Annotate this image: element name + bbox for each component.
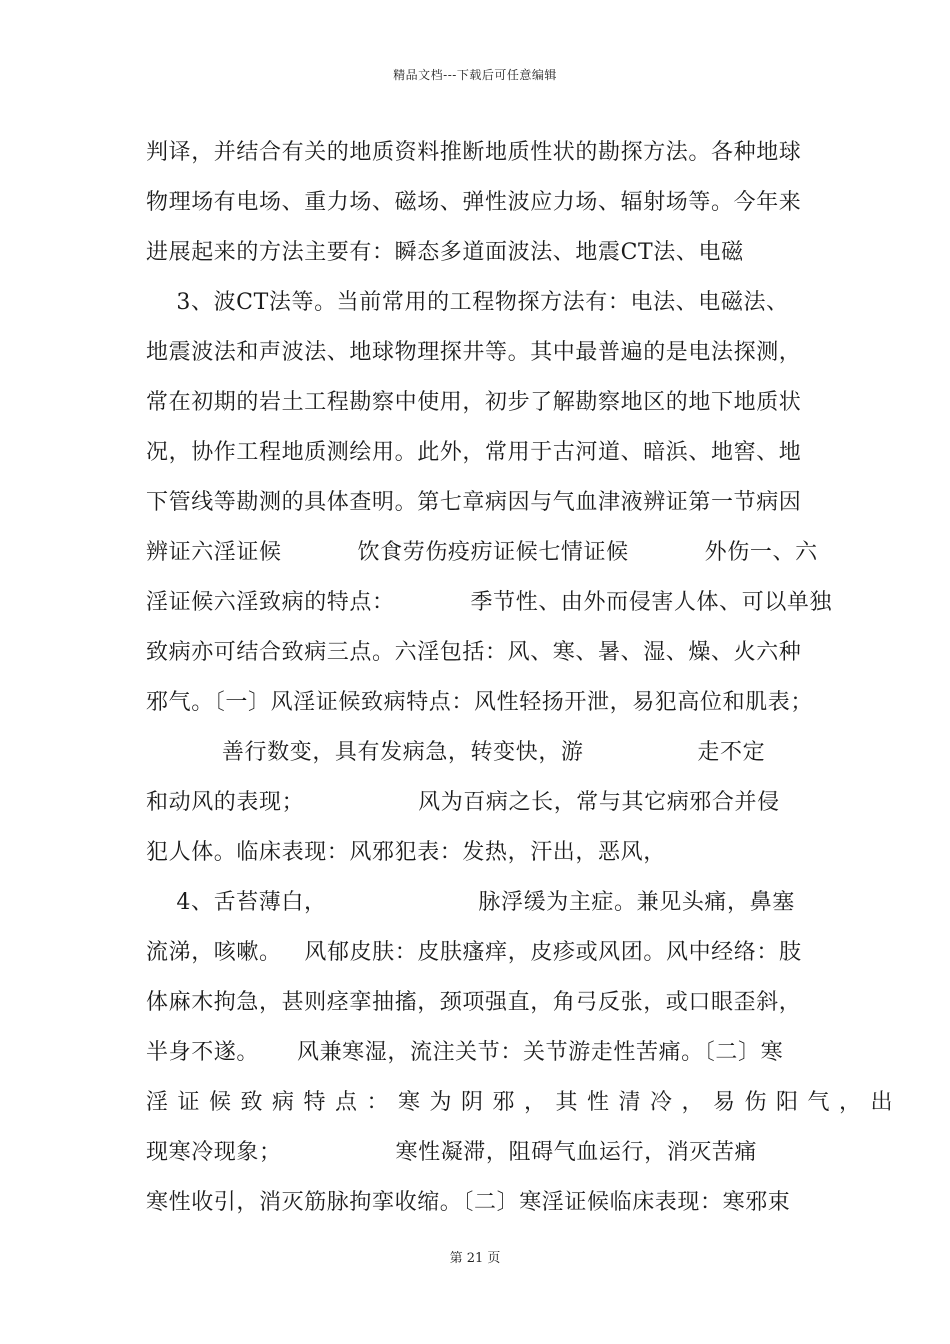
text-line: 半身不遂。 风兼寒湿，流注关节：关节游走性苦痛。〔二〕寒 <box>146 1040 784 1065</box>
text-line: 淫证候六淫致病的特点： 季节性、由外而侵害人体、可以单独 <box>146 590 833 615</box>
text-line: 3、波CT法等。当前常用的工程物探方法有：电法、电磁法、 <box>146 290 789 315</box>
text-line: 和动风的表现； 风为百病之长，常与其它病邪合并侵 <box>146 790 780 815</box>
text-line: 进展起来的方法主要有：瞬态多道面波法、地震CT法、电磁 <box>146 240 744 265</box>
text-line: 现寒冷现象； 寒性凝滞，阻碍气血运行，消灭苦痛 <box>146 1140 758 1165</box>
text-line: 物理场有电场、重力场、磁场、弹性波应力场、辐射场等。今年来 <box>146 190 802 215</box>
text-line: 流涕，咳嗽。 风郁皮肤：皮肤瘙痒，皮疹或风团。风中经络：肢 <box>146 940 802 965</box>
text-line: 判译，并结合有关的地质资料推断地质性状的勘探方法。各种地球 <box>146 140 802 165</box>
text-line: 下管线等勘测的具体查明。第七章病因与气血津液辨证第一节病因 <box>146 490 802 515</box>
text-line: 常在初期的岩土工程勘察中使用，初步了解勘察地区的地下地质状 <box>146 390 802 415</box>
text-line: 善行数变，具有发病急，转变快，游 走不定 <box>146 740 766 765</box>
text-line: 犯人体。临床表现：风邪犯表：发热，汗出，恶风， <box>146 840 666 865</box>
text-line: 辨证六淫证候 饮食劳伤疫疠证候七情证候 外伤一、六 <box>146 540 818 565</box>
text-line: 致病亦可结合致病三点。六淫包括：风、寒、暑、湿、燥、火六种 <box>146 640 802 665</box>
text-line: 寒性收引，消灭筋脉拘挛收缩。〔二〕寒淫证候临床表现：寒邪束 <box>146 1190 791 1215</box>
text-line: 4、舌苔薄白， 脉浮缓为主症。兼见头痛，鼻塞 <box>146 890 795 915</box>
text-line: 淫证候致病特点：寒为阴邪，其性清冷，易伤阳气，出 <box>146 1090 903 1115</box>
document-body <box>146 128 903 1228</box>
text-line: 体麻木拘急，甚则痉挛抽搐，颈项强直，角弓反张，或口眼歪斜， <box>146 990 802 1015</box>
page-header: 精品文档---下载后可任意编辑 <box>393 68 557 82</box>
text-line: 地震波法和声波法、地球物理探井等。其中最普遍的是电法探测， <box>146 340 802 365</box>
page-number: 第 21 页 <box>449 1251 501 1266</box>
text-line: 邪气。〔一〕风淫证候致病特点：风性轻扬开泄，易犯高位和肌表； <box>146 690 814 715</box>
text-line: 况，协作工程地质测绘用。此外，常用于古河道、暗浜、地窖、地 <box>146 440 802 465</box>
